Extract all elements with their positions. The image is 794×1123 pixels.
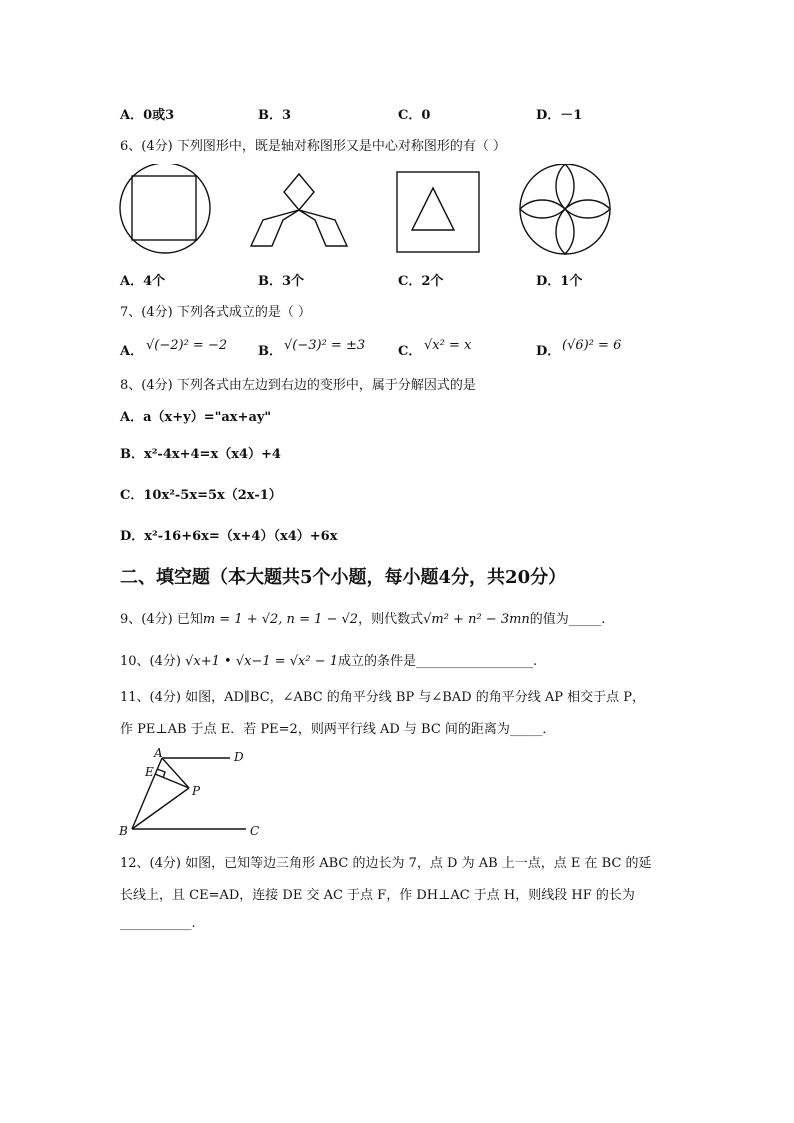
label-c: C — [250, 824, 260, 838]
figure-three-rhombuses — [251, 174, 347, 246]
q7-expr-d: (√6)² = 6 — [562, 338, 622, 353]
label-e: E — [145, 765, 154, 779]
q10-expression: √x+1 • √x−1 = √x² − 1 — [185, 654, 339, 669]
q7-expr-a: √(−2)² = −2 — [146, 338, 228, 353]
q6-option-b: B．3个 — [258, 274, 305, 289]
q6-option-c: C．2个 — [398, 274, 444, 289]
q7-option-d: D． — [536, 344, 561, 359]
q8-option-a: A．a（x+y）="ax+ay" — [120, 410, 272, 425]
q6-option-d: D．1个 — [536, 274, 583, 289]
q9-suffix: 的值为_____. — [529, 612, 606, 627]
q10-prefix: 10、(4分) — [120, 654, 181, 669]
q7-expr-c: √x² = x — [424, 338, 472, 353]
q7-prompt: 7、(4分) 下列各式成立的是（ ） — [120, 305, 311, 320]
q11-line1: 11、(4分) 如图，AD∥BC，∠ABC 的角平分线 BP 与∠BAD 的角平分线 AP 相交于点 P， — [120, 690, 646, 705]
q9-expression: √m² + n² − 3mn — [423, 612, 530, 627]
segment-ap — [162, 758, 189, 788]
figure-circle-square — [120, 164, 210, 253]
q8-option-d: D．x²-16+6x=（x+4）（x4）+6x — [120, 529, 338, 544]
q9-line — [120, 608, 605, 627]
q9-condition: m = 1 + √2, n = 1 − √2 — [202, 612, 359, 627]
q12-line2: 长线上，且 CE=AD，连接 DE 交 AC 于点 F，作 DH⊥AC 于点 H，则线段 HF 的长为 — [120, 888, 635, 903]
segment-pe — [155, 774, 189, 788]
q6-option-a: A．4个 — [120, 274, 166, 289]
q5-option-d: D．－1 — [536, 108, 583, 123]
q9-middle: ，则代数式 — [358, 612, 424, 627]
q6-figures — [115, 164, 794, 260]
q7-option-a: A． — [120, 344, 144, 359]
label-p: P — [192, 784, 201, 798]
q6-prompt: 6、(4分) 下列图形中，既是轴对称图形又是中心对称图形的有（ ） — [120, 139, 506, 154]
q7-expr-b: √(−3)² = ±3 — [284, 338, 366, 353]
q5-option-a: A．0或3 — [120, 108, 175, 123]
q7-option-b: B． — [258, 344, 282, 359]
q10-line — [120, 650, 537, 669]
label-a: A — [154, 746, 163, 760]
figure-square-triangle — [397, 172, 479, 252]
q9-prefix: 9、(4分) 已知 — [120, 612, 203, 627]
q11-line2: 作 PE⊥AB 于点 E．若 PE=2，则两平行线 AD 与 BC 间的距离为_____． — [120, 722, 556, 737]
q8-option-b: B．x²-4x+4=x（x4）+4 — [120, 447, 281, 462]
label-d: D — [234, 750, 244, 764]
q8-option-c: C．10x²-5x=5x（2x-1） — [120, 488, 282, 503]
label-b: B — [119, 824, 128, 838]
q10-suffix: 成立的条件是__________________. — [338, 654, 538, 669]
q12-line3: ___________. — [120, 916, 196, 931]
q7-option-c: C． — [398, 344, 422, 359]
figure-circle-petals — [520, 164, 610, 254]
q5-option-c: C．0 — [398, 108, 431, 123]
q8-prompt: 8、(4分) 下列各式由左边到右边的变形中，属于分解因式的是 — [120, 378, 476, 393]
q12-line1: 12、(4分) 如图，已知等边三角形 ABC 的边长为 7，点 D 为 AB 上一点，点 E 在 BC 的延 — [120, 856, 652, 871]
section-title: 二、填空题（本大题共5个小题，每小题4分，共20分） — [120, 567, 567, 588]
q5-option-b: B．3 — [258, 108, 292, 123]
q11-figure — [112, 745, 282, 841]
